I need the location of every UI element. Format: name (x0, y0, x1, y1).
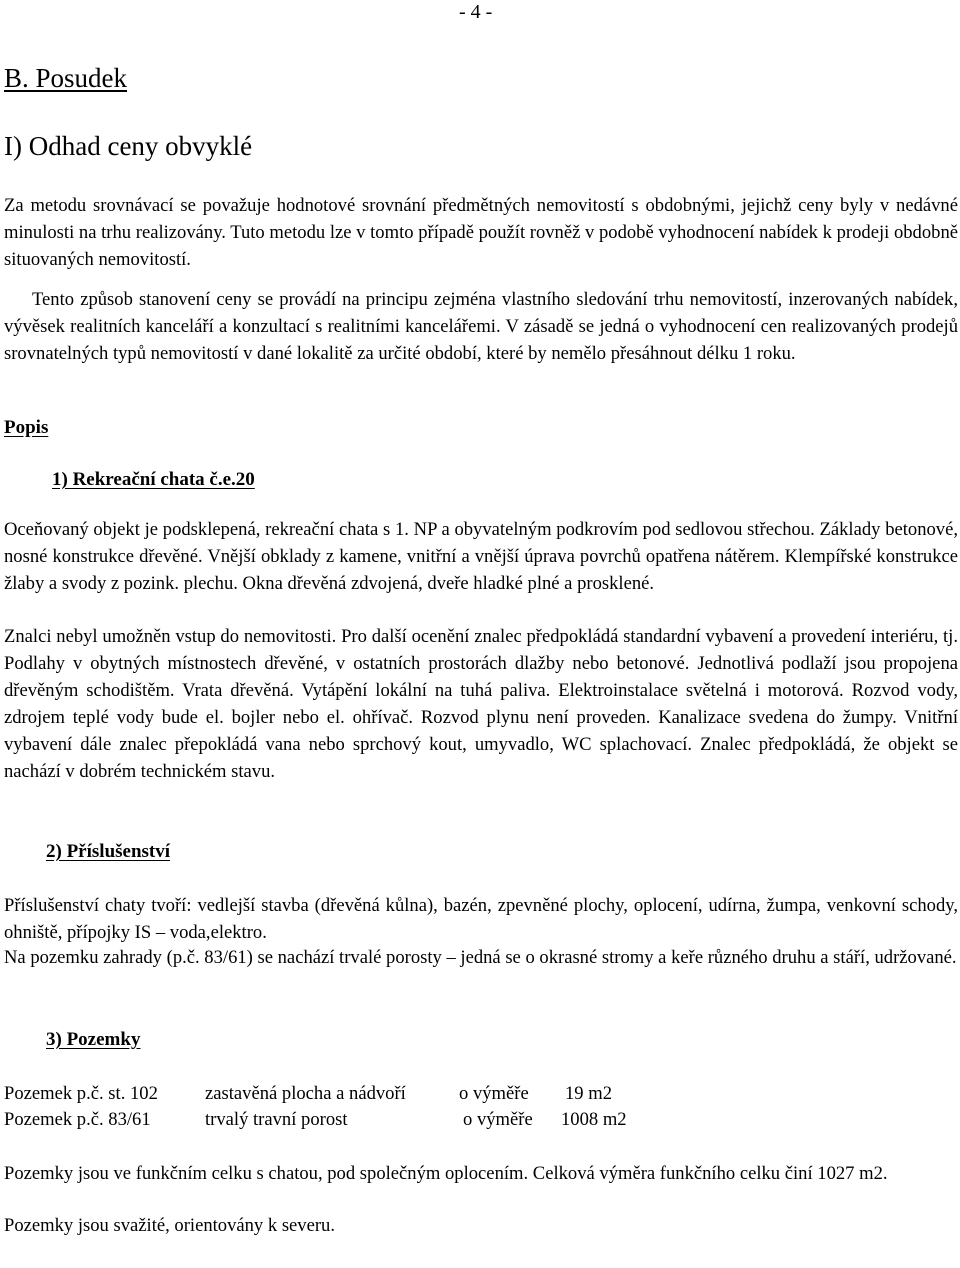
land-row-area-label: o výměře (463, 1109, 533, 1130)
item2-paragraph-b: Na pozemku zahrady (p.č. 83/61) se nachází trvalé porosty – jedná se o okrasné stromy a keře různého druhu a stáří, udržované. (4, 947, 957, 968)
item2-paragraph-a: Příslušenství chaty tvoří: vedlejší stavba (dřevěná kůlna), bazén, zpevněné plochy, oplocení, udírna, žumpa, venkovní schody, ohniště, přípojky IS – voda,elektro. (4, 895, 958, 943)
item1-paragraph-a: Oceňovaný objekt je podsklepená, rekreační chata s 1. NP a obyvatelným podkrovím pod sedlovou střechou. Základy betonové, nosné konstrukce dřevěné. Vnější obklady z kamene, vnitřní a vnější úprava povrchů opatřena nátěrem. Klempířské konstrukce žlaby a svody z pozink. plechu. Okna dřevěná zdvojená, dveře hladké plné a prosklené. (4, 519, 958, 594)
method-paragraph-text: Tento způsob stanovení ceny se provádí na principu zejména vlastního sledování trhu nemovitostí, inzerovaných nabídek, vývěsek realitních kanceláří a konzultací s realitními kancelářemi. V zásadě se jedná o vyhodnocení cen realizovaných prodejů srovnatelných typů nemovitostí v dané lokalitě za určité období, které by nemělo přesáhnout délku 1 roku. (4, 289, 958, 364)
land-paragraph-a: Pozemky jsou ve funkčním celku s chatou, pod společným oplocením. Celková výměra funkčního celku činí 1027 m2. (4, 1163, 888, 1184)
method-paragraph (4, 286, 958, 367)
item2-heading: 2) Příslušenství (46, 841, 171, 862)
land-row-use: trvalý travní porost (205, 1109, 348, 1130)
land-row-area: 1008 m2 (561, 1109, 627, 1130)
item1-heading: 1) Rekreační chata č.e.20 (52, 469, 255, 490)
subsection-heading: I) Odhad ceny obvyklé (4, 131, 253, 161)
section-heading: B. Posudek (4, 63, 128, 93)
page-number: - 4 - (459, 1, 493, 23)
land-row-area-label: o výměře (459, 1083, 529, 1104)
intro-paragraph: Za metodu srovnávací se považuje hodnotové srovnání předmětných nemovitostí s obdobnými, jejichž ceny byly v nedávné minulosti na trhu realizovány. Tuto metodu lze v tomto případě použít rovněž v podobě vyhodnocení nabídek k prodeji obdobně situovaných nemovitostí. (4, 195, 958, 270)
land-paragraph-b: Pozemky jsou svažité, orientovány k severu. (4, 1215, 335, 1236)
land-row-area: 19 m2 (565, 1083, 613, 1104)
item1-paragraph-b: Znalci nebyl umožněn vstup do nemovitosti. Pro další ocenění znalec předpokládá standardní vybavení a provedení interiéru, tj. Podlahy v obytných místnostech dřevěné, v ostatních prostorách dlažby nebo betonové. Jednotlivá podlaží jsou propojena dřevěným schodištěm. Vrata dřevěná. Vytápění lokální na tuhá paliva. Elektroinstalace světelná i motorová. Rozvod vody, zdrojem teplé vody bude el. bojler nebo el. ohřívač. Rozvod plynu není proveden. Kanalizace svedena do žumpy. Vnitřní vybavení dále znalec přepokládá vana nebo sprchový kout, umyvadlo, WC splachovací. Znalec předpokládá, že objekt se nachází v dobrém technickém stavu. (4, 626, 958, 782)
land-row-label: Pozemek p.č. 83/61 (4, 1109, 151, 1130)
item3-heading: 3) Pozemky (46, 1029, 141, 1050)
land-row-use: zastavěná plocha a nádvoří (205, 1083, 406, 1104)
land-row-label: Pozemek p.č. st. 102 (4, 1083, 158, 1104)
popis-heading: Popis (4, 417, 49, 438)
